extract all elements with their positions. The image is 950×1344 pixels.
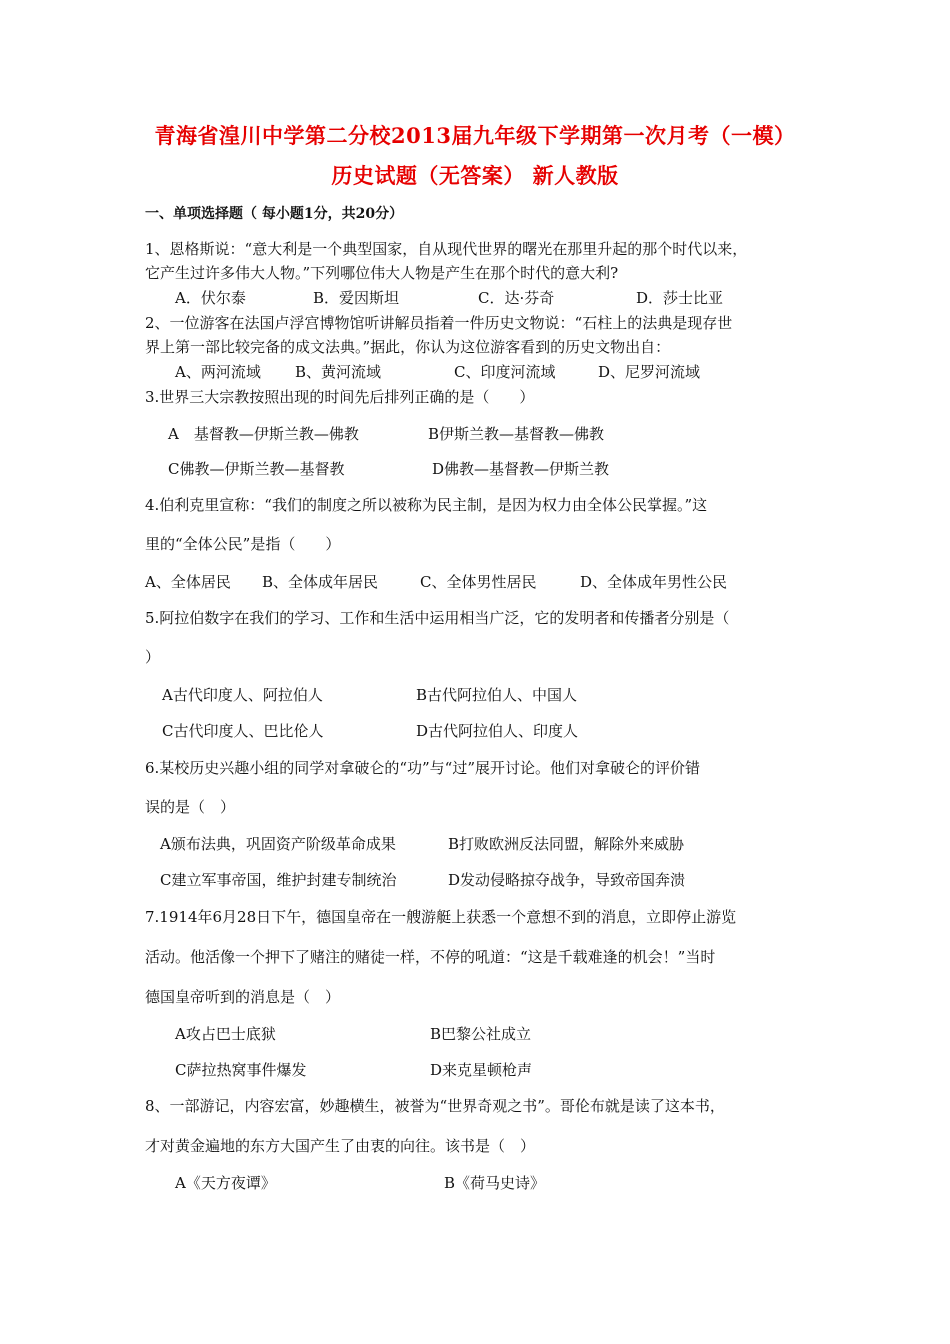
q3-option-d: D佛教—基督教—伊斯兰教	[432, 460, 610, 478]
q8-option-b: B《荷马史诗》	[444, 1174, 546, 1192]
q4-option-a: A、全体居民	[145, 573, 231, 591]
q2-option-c: C、印度河流域	[454, 363, 556, 381]
question-2-line-1: 2、一位游客在法国卢浮宫博物馆听讲解员指着一件历史文物说：“石柱上的法典是现存世	[145, 314, 733, 332]
question-8-line-2: 才对黄金遍地的东方大国产生了由衷的向往。该书是（ ）	[145, 1137, 536, 1155]
question-4-line-2: 里的“全体公民”是指（ ）	[145, 535, 341, 553]
exam-title-line1: 青海省湟川中学第二分校2013届九年级下学期第一次月考（一模）	[154, 123, 796, 148]
q2-option-b: B、黄河流域	[295, 363, 382, 381]
exam-title-line2: 历史试题（无答案） 新人教版	[331, 163, 619, 188]
q6-option-b: B打败欧洲反法同盟，解除外来威胁	[448, 835, 685, 853]
section-heading: 一、单项选择题（ 每小题1分，共20分）	[145, 206, 404, 222]
q7-option-c: C萨拉热窝事件爆发	[175, 1061, 307, 1079]
q3-option-c: C佛教—伊斯兰教—基督教	[168, 460, 345, 478]
q7-option-a: A攻占巴士底狱	[175, 1025, 276, 1043]
q5-option-d: D古代阿拉伯人、印度人	[416, 722, 579, 740]
question-1-line-2: 它产生过许多伟大人物。”下列哪位伟大人物是产生在那个时代的意大利?	[145, 264, 619, 282]
question-6-line-1: 6.某校历史兴趣小组的同学对拿破仑的“功”与“过”展开讨论。他们对拿破仑的评价错	[145, 759, 700, 777]
q2-option-d: D、尼罗河流域	[598, 363, 701, 381]
question-7-line-1: 7.1914年6月28日下午，德国皇帝在一艘游艇上获悉一个意想不到的消息，立即停止游览	[145, 908, 737, 926]
question-7-line-3: 德国皇帝听到的消息是（ ）	[145, 988, 341, 1006]
q3-option-b: B伊斯兰教—基督教—佛教	[428, 425, 605, 443]
q1-option-b: B．爱因斯坦	[313, 289, 400, 307]
question-1-line-1: 1、恩格斯说：“意大利是一个典型国家，自从现代世界的曙光在那里升起的那个时代以来，	[145, 240, 748, 258]
q4-option-d: D、全体成年男性公民	[580, 573, 728, 591]
q5-option-a: A古代印度人、阿拉伯人	[162, 686, 323, 704]
q3-option-a: A 基督教—伊斯兰教—佛教	[168, 425, 359, 443]
question-8-line-1: 8、一部游记，内容宏富，妙趣横生，被誉为“世界奇观之书”。哥伦布就是读了这本书，	[145, 1097, 725, 1115]
question-2-line-2: 界上第一部比较完备的成文法典。”据此，你认为这位游客看到的历史文物出自：	[145, 338, 671, 356]
question-5-line-2: ）	[145, 648, 161, 666]
q7-option-b: B巴黎公社成立	[430, 1025, 532, 1043]
q2-option-a: A、两河流域	[175, 363, 261, 381]
q8-option-a: A《天方夜谭》	[175, 1174, 276, 1192]
q6-option-a: A颁布法典，巩固资产阶级革命成果	[160, 835, 396, 853]
q5-option-c: C古代印度人、巴比伦人	[162, 722, 324, 740]
question-5-line-1: 5.阿拉伯数字在我们的学习、工作和生活中运用相当广泛，它的发明者和传播者分别是（	[145, 609, 730, 627]
question-4-line-1: 4.伯利克里宣称：“我们的制度之所以被称为民主制，是因为权力由全体公民掌握。”这	[145, 496, 708, 514]
q6-option-d: D发动侵略掠夺战争，导致帝国奔溃	[448, 871, 686, 889]
question-6-line-2: 误的是（ ）	[145, 798, 236, 816]
q6-option-c: C建立军事帝国，维护封建专制统治	[160, 871, 397, 889]
question-3-line-1: 3.世界三大宗教按照出现的时间先后排列正确的是（ ）	[145, 388, 535, 406]
q1-option-a: A．伏尔泰	[175, 289, 246, 307]
q1-option-d: D．莎士比亚	[636, 289, 724, 307]
question-7-line-2: 活动。他活像一个押下了赌注的赌徒一样，不停的吼道：“这是千载难逢的机会！”当时	[145, 948, 716, 966]
q4-option-b: B、全体成年居民	[262, 573, 379, 591]
q7-option-d: D来克星顿枪声	[430, 1061, 533, 1079]
q1-option-c: C．达·芬奇	[478, 289, 555, 307]
q5-option-b: B古代阿拉伯人、中国人	[416, 686, 578, 704]
q4-option-c: C、全体男性居民	[420, 573, 537, 591]
